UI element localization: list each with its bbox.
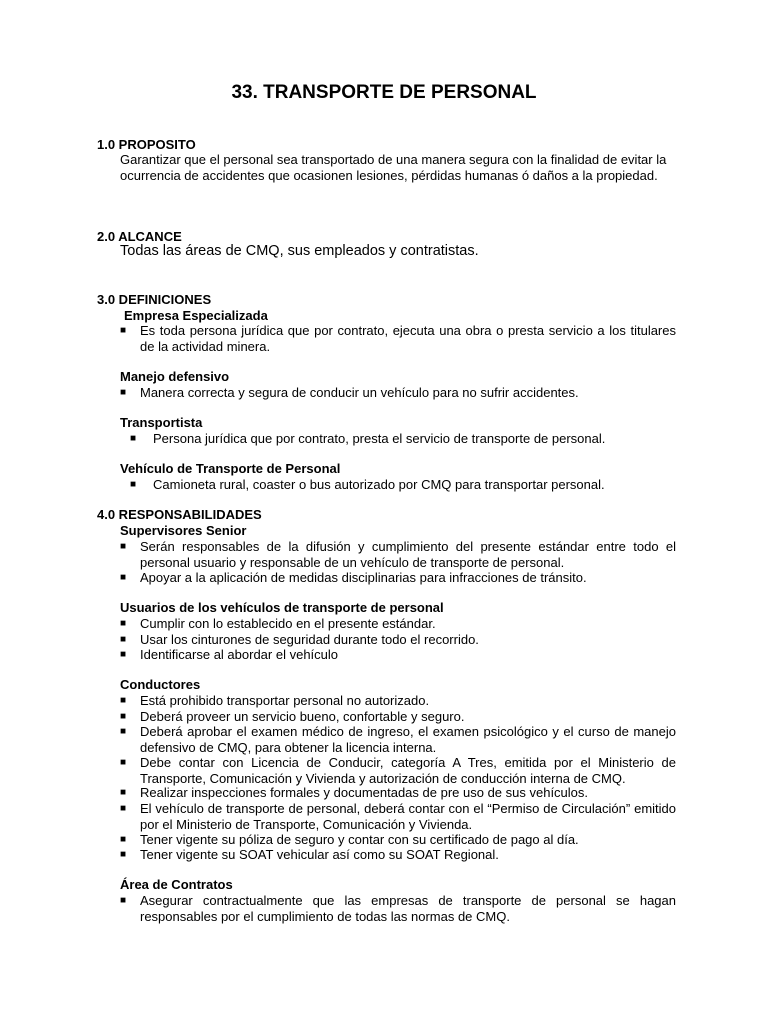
bullet-icon: ■	[120, 387, 127, 398]
bullet-icon: ■	[130, 433, 137, 444]
section-heading-alcance: 2.0 ALCANCE	[97, 229, 182, 244]
bullet-icon: ■	[120, 649, 127, 660]
bullet-text: Persona jurídica que por contrato, presta el servicio de transporte de personal.	[153, 431, 606, 446]
bullet-text: Tener vigente su SOAT vehicular así como su SOAT Regional.	[140, 847, 499, 862]
bullet-icon: ■	[120, 618, 127, 629]
bullet-text: Apoyar a la aplicación de medidas disciplinarias para infracciones de tránsito.	[140, 570, 587, 585]
bullet-icon: ■	[120, 711, 127, 722]
document-title: 33. TRANSPORTE DE PERSONAL	[231, 82, 537, 103]
term-manejo-defensivo: Manejo defensivo	[120, 369, 230, 384]
term-conductores: Conductores	[120, 677, 201, 692]
bullet-text: Manera correcta y segura de conducir un vehículo para no sufrir accidentes.	[140, 385, 579, 400]
section-heading-proposito: 1.0 PROPOSITO	[97, 137, 196, 152]
bullet-text: Realizar inspecciones formales y documentadas de pre uso de sus vehículos.	[140, 785, 589, 800]
bullet-icon: ■	[120, 787, 127, 798]
bullet-text: Identificarse al abordar el vehículo	[140, 647, 339, 662]
bullet-icon: ■	[120, 726, 127, 737]
section-heading-responsabilidades: 4.0 RESPONSABILIDADES	[97, 507, 262, 522]
bullet-icon: ■	[120, 325, 127, 336]
term-area-contratos: Área de Contratos	[120, 877, 233, 892]
bullet-text: Camioneta rural, coaster o bus autorizado por CMQ para transportar personal.	[153, 477, 605, 492]
bullet-icon: ■	[120, 572, 127, 583]
bullet-text: El vehículo de transporte de personal, deberá contar con el “Permiso de Circulación” emitido por el Ministerio de Transporte, Comunicación y Vivienda.	[140, 801, 676, 832]
term-supervisores-senior: Supervisores Senior	[120, 523, 247, 538]
bullet-text: Cumplir con lo establecido en el presente estándar.	[140, 616, 436, 631]
bullet-text: Debe contar con Licencia de Conducir, categoría A Tres, emitida por el Ministerio de Transporte, Comunicación y Vivienda y autorización de conducción interna de CMQ.	[140, 755, 676, 786]
bullet-icon: ■	[120, 849, 127, 860]
term-empresa-especializada: Empresa Especializada	[124, 308, 268, 323]
bullet-icon: ■	[130, 479, 137, 490]
term-transportista: Transportista	[120, 415, 203, 430]
section-heading-definiciones: 3.0 DEFINICIONES	[97, 292, 212, 307]
bullet-icon: ■	[120, 695, 127, 706]
alcance-text: Todas las áreas de CMQ, sus empleados y contratistas.	[120, 243, 479, 259]
proposito-text: Garantizar que el personal sea transportado de una manera segura con la finalidad de evitar la ocurrencia de accidentes que ocasionen lesiones, pérdidas humanas ó daños a la propiedad.	[120, 152, 667, 183]
bullet-icon: ■	[120, 541, 127, 552]
bullet-icon: ■	[120, 634, 127, 645]
bullet-text: Serán responsables de la difusión y cumplimiento del presente estándar entre todo el personal usuario y responsable de un vehículo de transporte de personal.	[140, 539, 676, 570]
bullet-text: Asegurar contractualmente que las empresas de transporte de personal se hagan responsables por el cumplimiento de todas las normas de CMQ.	[140, 893, 676, 924]
bullet-icon: ■	[120, 895, 127, 906]
bullet-icon: ■	[120, 834, 127, 845]
bullet-text: Usar los cinturones de seguridad durante todo el recorrido.	[140, 632, 479, 647]
bullet-text: Tener vigente su póliza de seguro y contar con su certificado de pago al día.	[140, 832, 579, 847]
bullet-text: Deberá proveer un servicio bueno, confortable y seguro.	[140, 709, 465, 724]
bullet-text: Deberá aprobar el examen médico de ingreso, el examen psicológico y el curso de manejo defensivo de CMQ, para obtener la licencia interna.	[140, 724, 676, 755]
bullet-text: Está prohibido transportar personal no autorizado.	[140, 693, 430, 708]
term-vehiculo-transporte: Vehículo de Transporte de Personal	[120, 461, 341, 476]
bullet-icon: ■	[120, 757, 127, 768]
bullet-text: Es toda persona jurídica que por contrato, ejecuta una obra o presta servicio a los titulares de la actividad minera.	[140, 323, 676, 354]
term-usuarios-vehiculos: Usuarios de los vehículos de transporte de personal	[120, 600, 444, 615]
bullet-icon: ■	[120, 803, 127, 814]
